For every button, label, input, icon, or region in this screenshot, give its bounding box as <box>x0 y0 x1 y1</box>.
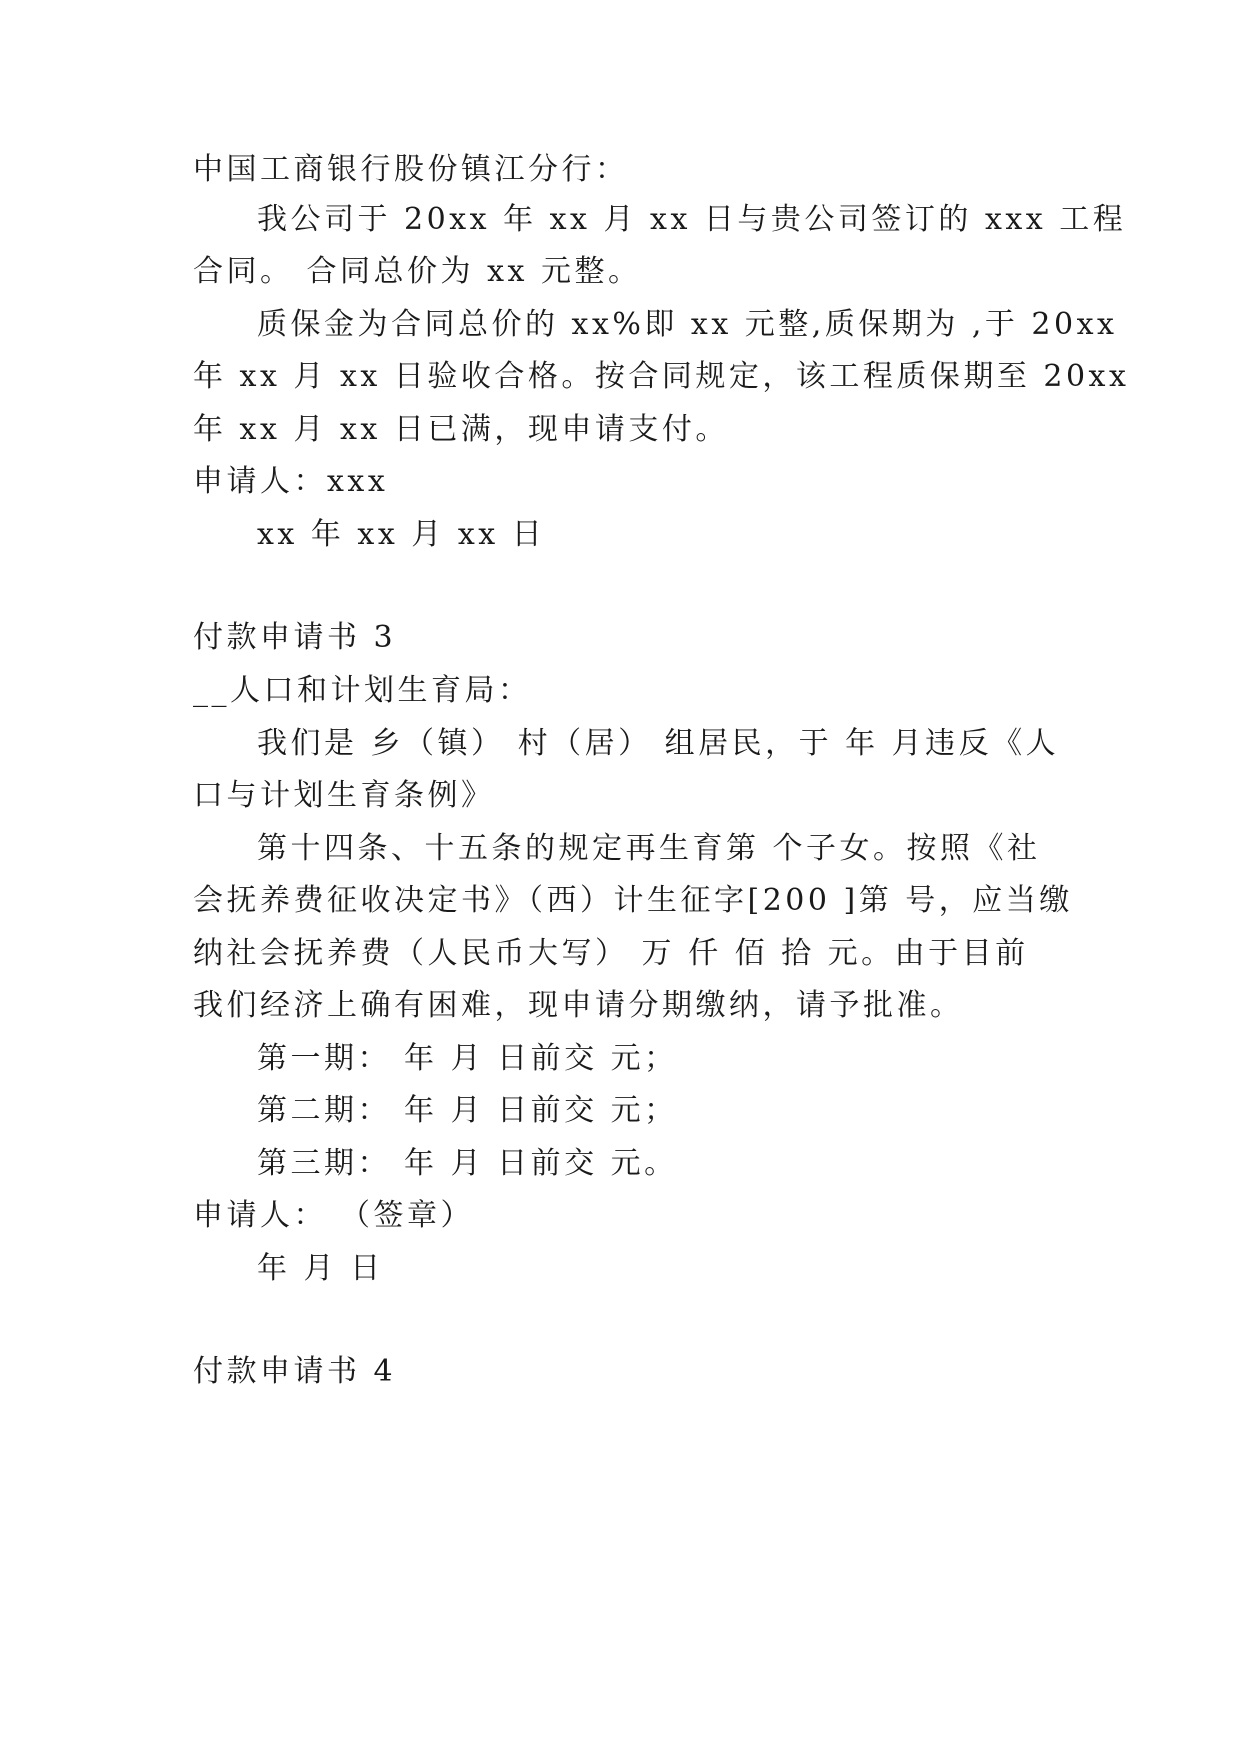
date-line: xx 年 xx 月 xx 日 <box>257 517 546 552</box>
paragraph-text: 第十四条、十五条的规定再生育第 个子女。按照《社 <box>257 831 1041 866</box>
paragraph-text: 会抚养费征收决定书》（西）计生征字[200 ]第 号，应当缴 <box>193 883 1073 918</box>
applicant-line: 申请人： （签章） <box>193 1198 475 1233</box>
section-heading: 付款申请书 4 <box>193 1354 397 1389</box>
section-heading: 付款申请书 3 <box>193 620 397 655</box>
paragraph-text: 口与计划生育条例》 <box>193 778 495 813</box>
applicant-line: 申请人：xxx <box>193 464 389 499</box>
paragraph-text: 合同。 合同总价为 xx 元整。 <box>193 254 642 289</box>
paragraph-text: 质保金为合同总价的 xx%即 xx 元整,质保期为 ,于 20xx <box>257 307 1118 342</box>
paragraph-text: 我公司于 20xx 年 xx 月 xx 日与贵公司签订的 xxx 工程 <box>257 202 1127 237</box>
date-line: 年 月 日 <box>257 1251 384 1286</box>
addressee-population-bureau: __人口和计划生育局： <box>193 673 532 708</box>
installment-line: 第二期： 年 月 日前交 元； <box>257 1093 678 1128</box>
addressee-icbc: 中国工商银行股份镇江分行： <box>193 152 629 187</box>
paragraph-text: 我们经济上确有困难，现申请分期缴纳，请予批准。 <box>193 988 964 1023</box>
paragraph-text: 年 xx 月 xx 日验收合格。按合同规定，该工程质保期至 20xx <box>193 359 1130 394</box>
paragraph-text: 年 xx 月 xx 日已满，现申请支付。 <box>193 412 729 447</box>
paragraph-text: 我们是 乡（镇） 村（居） 组居民，于 年 月违反《人 <box>257 726 1060 761</box>
paragraph-text: 纳社会抚养费（人民币大写） 万 仟 佰 拾 元。由于目前 <box>193 936 1029 971</box>
installment-line: 第三期： 年 月 日前交 元。 <box>257 1146 678 1181</box>
installment-line: 第一期： 年 月 日前交 元； <box>257 1041 678 1076</box>
